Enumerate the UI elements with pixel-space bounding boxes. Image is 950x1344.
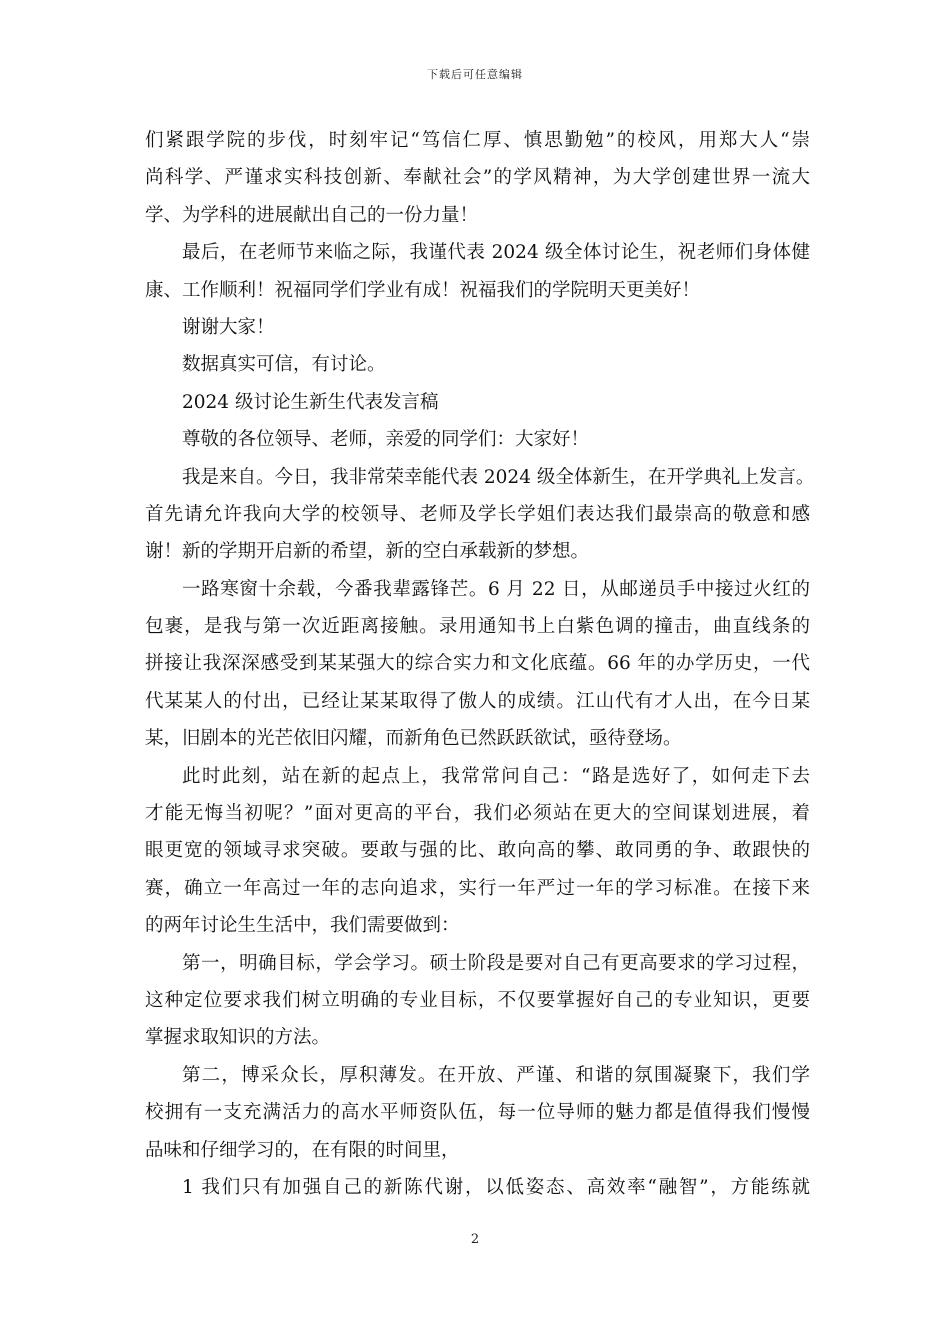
text-line: 的两年讨论生生活中，我们需要做到： <box>145 915 460 937</box>
text-line: 首先请允许我向大学的校领导、老师及学长学姐们表达我们最崇高的敬意和感 <box>145 503 810 525</box>
text-line: 第二，博采众长，厚积薄发。在开放、严谨、和谐的氛围凝聚下，我们学 <box>182 1064 810 1086</box>
text-line: 最后，在老师节来临之际，我谨代表 2024 级全体讨论生，祝老师们身体健 <box>182 242 810 264</box>
text-line: 1 我们只有加强自己的新陈代谢，以低姿态、高效率“融智”，方能练就 <box>182 1176 810 1198</box>
page-number: 2 <box>470 1232 480 1247</box>
text-line: 拼接让我深深感受到某某强大的综合实力和文化底蕴。66 年的办学历史，一代 <box>145 653 810 675</box>
text-line: 这种定位要求我们树立明确的专业目标，不仅要掌握好自己的专业知识，更要 <box>145 989 810 1011</box>
text-line: 掌握求取知识的方法。 <box>145 1027 331 1049</box>
text-line: 谢！新的学期开启新的希望，新的空白承载新的梦想。 <box>145 541 590 563</box>
text-line: 们紧跟学院的步伐，时刻牢记“笃信仁厚、慎思勤勉”的校风，用郑大人“崇 <box>145 130 810 151</box>
text-line: 尚科学、严谨求实科技创新、奉献社会”的学风精神，为大学创建世界一流大 <box>145 167 810 189</box>
text-line: 才能无悔当初呢？”面对更高的平台，我们必须站在更大的空间谋划进展，着 <box>145 803 810 825</box>
text-line: 某，旧剧本的光芒依旧闪耀，而新角色已然跃跃欲试，亟待登场。 <box>145 728 682 750</box>
text-line: 赛，确立一年高过一年的志向追求，实行一年严过一年的学习标准。在接下来 <box>145 877 810 899</box>
text-line: 此时此刻，站在新的起点上，我常常问自己：“路是选好了，如何走下去 <box>182 765 810 787</box>
text-line: 眼更宽的领域寻求突破。要敢与强的比、敢向高的攀、敢同勇的争、敢跟快的 <box>145 840 810 862</box>
text-line: 康、工作顺利！祝福同学们学业有成！祝福我们的学院明天更美好！ <box>145 279 701 301</box>
text-line: 我是来自。今日，我非常荣幸能代表 2024 级全体新生，在开学典礼上发言。 <box>182 466 815 488</box>
text-line: 包裹，是我与第一次近距离接触。录用通知书上白紫色调的撞击，曲直线条的 <box>145 616 810 638</box>
document-body <box>145 122 815 1206</box>
text-line: 尊敬的各位领导、老师，亲爱的同学们：大家好！ <box>182 429 590 451</box>
page-header: 下载后可任意编辑 <box>427 68 523 81</box>
text-line: 谢谢大家！ <box>182 316 275 338</box>
section-title: 2024 级讨论生新生代表发言稿 <box>182 391 439 413</box>
text-line: 代某某人的付出，已经让某某取得了傲人的成绩。江山代有才人出，在今日某 <box>145 690 810 712</box>
text-line: 一路寒窗十余载，今番我辈露锋芒。6 月 22 日，从邮递员手中接过火红的 <box>182 578 810 600</box>
text-line: 数据真实可信，有讨论。 <box>182 354 386 376</box>
text-line: 第一，明确目标，学会学习。硕士阶段是要对自己有更高要求的学习过程， <box>182 952 810 974</box>
text-line: 品味和仔细学习的，在有限的时间里， <box>145 1139 460 1161</box>
text-line: 校拥有一支充满活力的高水平师资队伍，每一位导师的魅力都是值得我们慢慢 <box>145 1102 810 1124</box>
text-line: 学、为学科的进展献出自己的一份力量！ <box>145 204 479 226</box>
